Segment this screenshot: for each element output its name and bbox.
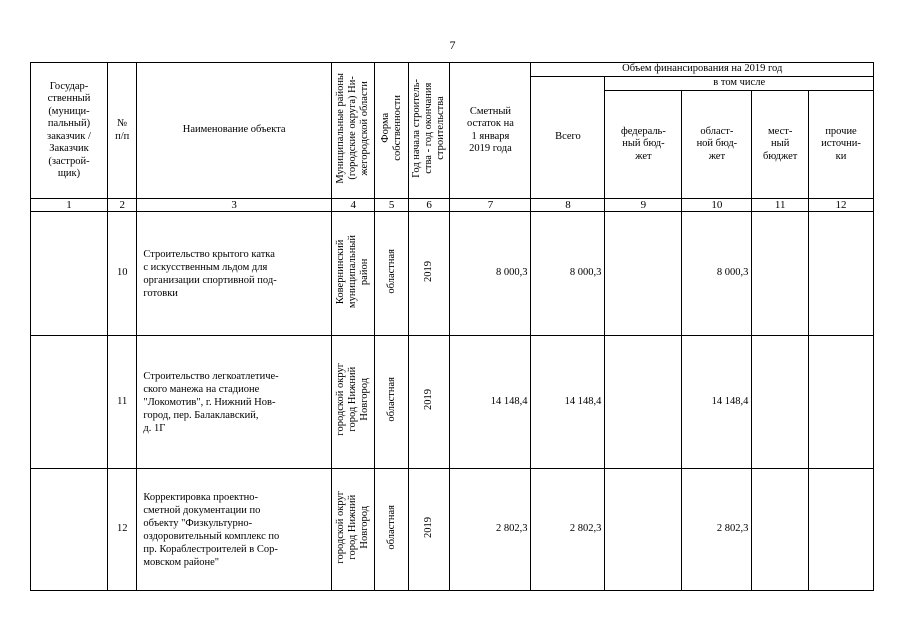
column-number: 1: [31, 199, 108, 212]
row-regional: 2 802,3: [682, 469, 752, 591]
header-num: № п/п: [108, 63, 137, 199]
header-ownership: Форма собственности: [375, 63, 408, 199]
row-estimate: 14 148,4: [450, 336, 531, 469]
row-district: городской округ город Нижний Новгород: [331, 336, 375, 469]
header-district: Муниципальные районы (городские округа) Ни- жегородской области: [331, 63, 375, 199]
row-federal: [605, 336, 682, 469]
row-ownership: областная: [375, 336, 408, 469]
row-local: [752, 469, 809, 591]
row-object-name: Корректировка проектно- сметной документации по объекту "Физкультурно- оздоровительный комплекс по пр. Кораблестроителей в Сор- мовском районе": [137, 469, 332, 591]
row-district: городской округ город Нижний Новгород: [331, 469, 375, 591]
row-local: [752, 336, 809, 469]
row-federal: [605, 212, 682, 336]
row-customer: [31, 469, 108, 591]
row-other: [809, 336, 874, 469]
row-local: [752, 212, 809, 336]
row-district: Ковернинский муниципальный район: [331, 212, 375, 336]
row-regional: 14 148,4: [682, 336, 752, 469]
table-row: [31, 336, 874, 469]
header-total: Всего: [531, 77, 605, 199]
row-years: 2019: [408, 336, 450, 469]
row-total: 14 148,4: [531, 336, 605, 469]
row-object-name: Строительство легкоатлетиче- ского манежа на стадионе "Локомотив", г. Нижний Нов- город, пер. Балаклавский, д. 1Г: [137, 336, 332, 469]
row-regional: 8 000,3: [682, 212, 752, 336]
financing-table: [30, 62, 874, 591]
row-other: [809, 469, 874, 591]
column-numbers-row: [31, 199, 874, 212]
row-total: 2 802,3: [531, 469, 605, 591]
column-number: 11: [752, 199, 809, 212]
header-federal: федераль- ный бюд- жет: [605, 91, 682, 199]
column-number: 7: [450, 199, 531, 212]
table-row: [31, 212, 874, 336]
row-customer: [31, 336, 108, 469]
column-number: 5: [375, 199, 408, 212]
header-local: мест- ный бюджет: [752, 91, 809, 199]
row-num: 10: [108, 212, 137, 336]
header-years: Год начала строитель- ства - год окончания строительства: [408, 63, 450, 199]
row-num: 12: [108, 469, 137, 591]
row-total: 8 000,3: [531, 212, 605, 336]
row-estimate: 8 000,3: [450, 212, 531, 336]
row-years: 2019: [408, 469, 450, 591]
row-other: [809, 212, 874, 336]
row-federal: [605, 469, 682, 591]
row-years: 2019: [408, 212, 450, 336]
header-object-name: Наименование объекта: [137, 63, 332, 199]
column-number: 3: [137, 199, 332, 212]
page-number: 7: [449, 38, 456, 52]
row-estimate: 2 802,3: [450, 469, 531, 591]
header-estimate: Сметный остаток на 1 января 2019 года: [450, 63, 531, 199]
column-number: 6: [408, 199, 450, 212]
column-number: 12: [809, 199, 874, 212]
row-object-name: Строительство крытого катка с искусственным льдом для организации спортивной под- готовки: [137, 212, 332, 336]
row-ownership: областная: [375, 212, 408, 336]
row-ownership: областная: [375, 469, 408, 591]
column-number: 2: [108, 199, 137, 212]
column-number: 9: [605, 199, 682, 212]
column-number: 8: [531, 199, 605, 212]
column-number: 4: [331, 199, 375, 212]
header-customer: Государ- ственный (муници- пальный) заказчик / Заказчик (застрой- щик): [31, 63, 108, 199]
column-number: 10: [682, 199, 752, 212]
header-regional: област- ной бюд- жет: [682, 91, 752, 199]
row-num: 11: [108, 336, 137, 469]
header-other: прочие источни- ки: [809, 91, 874, 199]
row-customer: [31, 212, 108, 336]
header-including: в том числе: [605, 77, 874, 91]
header-financing: Объем финансирования на 2019 год: [531, 63, 874, 77]
table-row: [31, 469, 874, 591]
